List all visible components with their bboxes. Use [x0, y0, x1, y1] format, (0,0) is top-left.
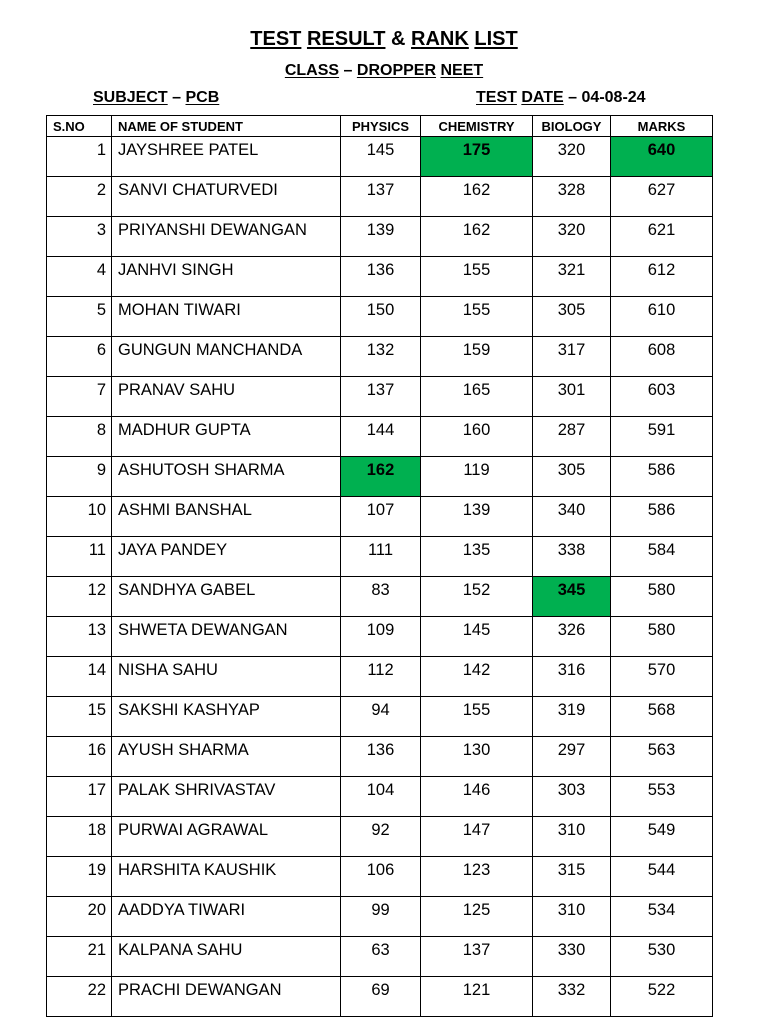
cell-chemistry: 162 — [421, 177, 533, 217]
cell-chemistry: 123 — [421, 857, 533, 897]
cell-name: ASHMI BANSHAL — [112, 497, 341, 537]
cell-name: GUNGUN MANCHANDA — [112, 337, 341, 377]
cell-marks: 534 — [611, 897, 713, 937]
cell-chemistry: 175 — [421, 137, 533, 177]
cell-marks: 563 — [611, 737, 713, 777]
cell-marks: 568 — [611, 697, 713, 737]
cell-name: PRANAV SAHU — [112, 377, 341, 417]
table-row — [47, 457, 713, 497]
cell-marks: 591 — [611, 417, 713, 457]
cell-name: SANDHYA GABEL — [112, 577, 341, 617]
test-date-line — [476, 89, 646, 107]
cell-chemistry: 139 — [421, 497, 533, 537]
cell-physics: 144 — [341, 417, 421, 457]
cell-marks: 612 — [611, 257, 713, 297]
cell-sno: 14 — [47, 657, 112, 697]
cell-biology: 303 — [533, 777, 611, 817]
cell-physics: 137 — [341, 377, 421, 417]
column-header-chemistry: CHEMISTRY — [421, 116, 533, 137]
cell-marks: 610 — [611, 297, 713, 337]
cell-sno: 5 — [47, 297, 112, 337]
cell-biology: 340 — [533, 497, 611, 537]
cell-name: JANHVI SINGH — [112, 257, 341, 297]
cell-chemistry: 162 — [421, 217, 533, 257]
table-row — [47, 217, 713, 257]
cell-marks: 586 — [611, 497, 713, 537]
table-row — [47, 377, 713, 417]
cell-biology: 297 — [533, 737, 611, 777]
cell-biology: 315 — [533, 857, 611, 897]
cell-name: MADHUR GUPTA — [112, 417, 341, 457]
cell-biology: 310 — [533, 817, 611, 857]
cell-physics: 107 — [341, 497, 421, 537]
rank-table — [46, 115, 713, 1017]
cell-chemistry: 137 — [421, 937, 533, 977]
cell-biology: 287 — [533, 417, 611, 457]
cell-sno: 12 — [47, 577, 112, 617]
column-header-physics: PHYSICS — [341, 116, 421, 137]
subject-dash: – — [172, 89, 182, 106]
cell-physics: 137 — [341, 177, 421, 217]
cell-name: KALPANA SAHU — [112, 937, 341, 977]
subject-value: PCB — [185, 89, 220, 106]
cell-marks: 621 — [611, 217, 713, 257]
cell-marks: 549 — [611, 817, 713, 857]
page-title — [0, 28, 768, 51]
table-row — [47, 737, 713, 777]
table-row — [47, 417, 713, 457]
cell-biology: 320 — [533, 217, 611, 257]
subtitle-dash: – — [343, 62, 353, 79]
table-row — [47, 857, 713, 897]
cell-marks: 580 — [611, 617, 713, 657]
cell-chemistry: 155 — [421, 697, 533, 737]
cell-sno: 11 — [47, 537, 112, 577]
cell-biology: 317 — [533, 337, 611, 377]
cell-sno: 7 — [47, 377, 112, 417]
cell-name: NISHA SAHU — [112, 657, 341, 697]
table-row — [47, 617, 713, 657]
cell-physics: 94 — [341, 697, 421, 737]
cell-name: AYUSH SHARMA — [112, 737, 341, 777]
cell-biology: 330 — [533, 937, 611, 977]
cell-physics: 132 — [341, 337, 421, 377]
column-header-name: NAME OF STUDENT — [112, 116, 341, 137]
subtitle-word: CLASS — [284, 62, 340, 79]
cell-sno: 4 — [47, 257, 112, 297]
cell-biology: 338 — [533, 537, 611, 577]
cell-physics: 136 — [341, 257, 421, 297]
column-header-biology: BIOLOGY — [533, 116, 611, 137]
test-date-label-word: DATE — [521, 89, 564, 106]
cell-name: MOHAN TIWARI — [112, 297, 341, 337]
cell-marks: 584 — [611, 537, 713, 577]
cell-sno: 21 — [47, 937, 112, 977]
cell-sno: 20 — [47, 897, 112, 937]
cell-chemistry: 130 — [421, 737, 533, 777]
subtitle-word: DROPPER — [356, 62, 437, 79]
cell-name: SAKSHI KASHYAP — [112, 697, 341, 737]
column-header-marks: MARKS — [611, 116, 713, 137]
cell-name: PRIYANSHI DEWANGAN — [112, 217, 341, 257]
cell-biology: 320 — [533, 137, 611, 177]
cell-physics: 111 — [341, 537, 421, 577]
column-header-sno: S.NO — [47, 116, 112, 137]
cell-chemistry: 125 — [421, 897, 533, 937]
table-row — [47, 537, 713, 577]
cell-physics: 63 — [341, 937, 421, 977]
cell-name: SANVI CHATURVEDI — [112, 177, 341, 217]
title-word: RANK — [411, 28, 469, 50]
cell-biology: 305 — [533, 297, 611, 337]
table-row — [47, 177, 713, 217]
cell-chemistry: 119 — [421, 457, 533, 497]
cell-chemistry: 135 — [421, 537, 533, 577]
cell-physics: 109 — [341, 617, 421, 657]
cell-chemistry: 152 — [421, 577, 533, 617]
cell-physics: 106 — [341, 857, 421, 897]
cell-marks: 608 — [611, 337, 713, 377]
cell-marks: 530 — [611, 937, 713, 977]
table-body — [47, 137, 713, 1017]
cell-physics: 99 — [341, 897, 421, 937]
cell-marks: 586 — [611, 457, 713, 497]
cell-name: JAYA PANDEY — [112, 537, 341, 577]
cell-chemistry: 145 — [421, 617, 533, 657]
cell-biology: 319 — [533, 697, 611, 737]
cell-physics: 145 — [341, 137, 421, 177]
cell-biology: 301 — [533, 377, 611, 417]
cell-biology: 345 — [533, 577, 611, 617]
cell-marks: 522 — [611, 977, 713, 1017]
title-word: TEST — [250, 28, 302, 50]
cell-physics: 92 — [341, 817, 421, 857]
table-row — [47, 937, 713, 977]
cell-biology: 305 — [533, 457, 611, 497]
cell-marks: 603 — [611, 377, 713, 417]
test-date-value: 04-08-24 — [581, 89, 646, 106]
table-row — [47, 697, 713, 737]
subtitle-word: NEET — [440, 62, 484, 79]
table-row — [47, 337, 713, 377]
cell-name: PRACHI DEWANGAN — [112, 977, 341, 1017]
cell-sno: 8 — [47, 417, 112, 457]
cell-name: SHWETA DEWANGAN — [112, 617, 341, 657]
cell-chemistry: 165 — [421, 377, 533, 417]
cell-biology: 310 — [533, 897, 611, 937]
table-row — [47, 257, 713, 297]
cell-sno: 1 — [47, 137, 112, 177]
cell-sno: 16 — [47, 737, 112, 777]
table-row — [47, 577, 713, 617]
cell-sno: 9 — [47, 457, 112, 497]
title-ampersand: & — [391, 28, 406, 50]
cell-biology: 321 — [533, 257, 611, 297]
cell-chemistry: 155 — [421, 297, 533, 337]
cell-name: HARSHITA KAUSHIK — [112, 857, 341, 897]
cell-marks: 580 — [611, 577, 713, 617]
cell-biology: 328 — [533, 177, 611, 217]
subject-line — [93, 89, 219, 107]
cell-physics: 69 — [341, 977, 421, 1017]
cell-chemistry: 121 — [421, 977, 533, 1017]
cell-name: PURWAI AGRAWAL — [112, 817, 341, 857]
cell-name: AADDYA TIWARI — [112, 897, 341, 937]
subject-label: SUBJECT — [93, 89, 168, 106]
cell-sno: 3 — [47, 217, 112, 257]
cell-sno: 19 — [47, 857, 112, 897]
cell-sno: 22 — [47, 977, 112, 1017]
table-row — [47, 297, 713, 337]
cell-marks: 627 — [611, 177, 713, 217]
table-row — [47, 777, 713, 817]
cell-marks: 640 — [611, 137, 713, 177]
cell-biology: 326 — [533, 617, 611, 657]
cell-chemistry: 142 — [421, 657, 533, 697]
table-row — [47, 137, 713, 177]
cell-chemistry: 155 — [421, 257, 533, 297]
title-word: LIST — [474, 28, 518, 50]
title-word: RESULT — [306, 28, 386, 50]
table-row — [47, 977, 713, 1017]
table-row — [47, 897, 713, 937]
cell-physics: 136 — [341, 737, 421, 777]
cell-physics: 150 — [341, 297, 421, 337]
table-header-row — [47, 116, 713, 137]
cell-name: ASHUTOSH SHARMA — [112, 457, 341, 497]
cell-sno: 18 — [47, 817, 112, 857]
cell-physics: 139 — [341, 217, 421, 257]
class-subtitle — [0, 62, 768, 80]
cell-sno: 10 — [47, 497, 112, 537]
cell-sno: 6 — [47, 337, 112, 377]
cell-chemistry: 159 — [421, 337, 533, 377]
cell-biology: 332 — [533, 977, 611, 1017]
cell-physics: 112 — [341, 657, 421, 697]
table-row — [47, 817, 713, 857]
cell-name: PALAK SHRIVASTAV — [112, 777, 341, 817]
cell-physics: 104 — [341, 777, 421, 817]
cell-physics: 162 — [341, 457, 421, 497]
cell-sno: 13 — [47, 617, 112, 657]
cell-sno: 15 — [47, 697, 112, 737]
cell-chemistry: 160 — [421, 417, 533, 457]
cell-biology: 316 — [533, 657, 611, 697]
test-date-dash: – — [568, 89, 578, 106]
table-row — [47, 657, 713, 697]
cell-physics: 83 — [341, 577, 421, 617]
cell-name: JAYSHREE PATEL — [112, 137, 341, 177]
cell-sno: 17 — [47, 777, 112, 817]
cell-marks: 544 — [611, 857, 713, 897]
table-row — [47, 497, 713, 537]
cell-marks: 570 — [611, 657, 713, 697]
cell-sno: 2 — [47, 177, 112, 217]
cell-chemistry: 147 — [421, 817, 533, 857]
cell-marks: 553 — [611, 777, 713, 817]
cell-chemistry: 146 — [421, 777, 533, 817]
test-date-label-word: TEST — [476, 89, 517, 106]
